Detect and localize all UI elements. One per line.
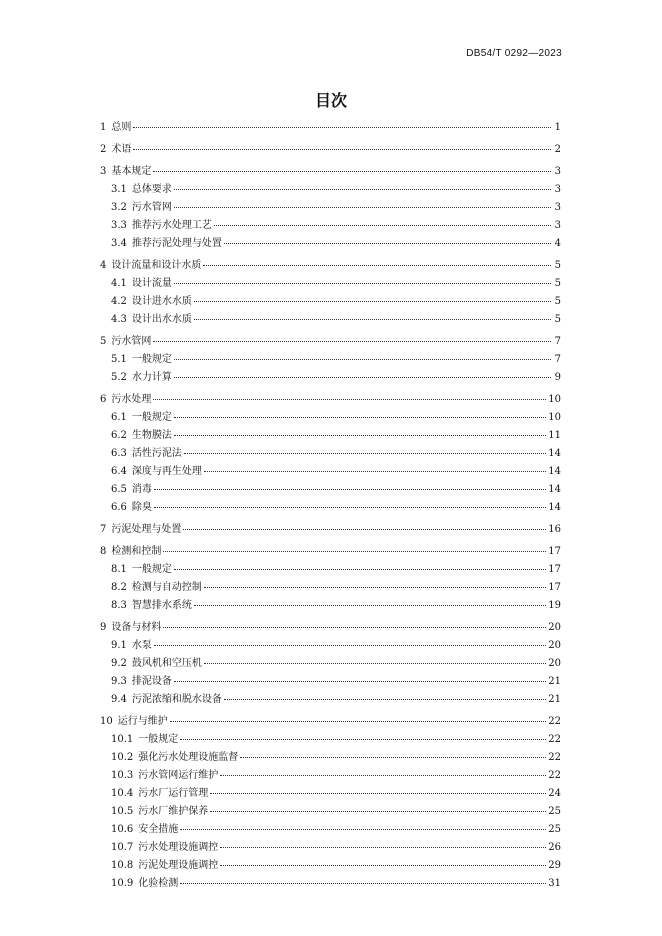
toc-entry-number: 4.3 [111,314,127,325]
toc-entry-page: 31 [548,878,561,889]
toc-entry-number: 9.1 [111,640,127,651]
toc-entry-title: 污水管网 [131,202,172,213]
toc-entry-title: 总体要求 [131,184,172,195]
toc-entry[interactable] [100,163,561,181]
toc-entry-title: 一般规定 [131,354,172,365]
toc-entry[interactable] [100,293,561,311]
toc-entry-page: 25 [548,824,561,835]
toc-entry[interactable] [100,481,561,499]
toc-dot-leader [133,148,551,150]
toc-entry[interactable] [100,785,561,803]
toc-entry-number: 10.5 [111,806,134,817]
toc-dot-leader [194,604,546,606]
toc-entry-title: 生物膜法 [131,430,172,441]
toc-dot-leader [240,756,546,758]
toc-entry[interactable] [100,391,561,409]
toc-entry-number: 10.8 [111,860,134,871]
toc-entry[interactable] [100,181,561,199]
toc-dot-leader [163,626,546,628]
toc-entry-title: 设备与材料 [111,622,162,633]
toc-entry-number: 5.1 [111,354,127,365]
toc-entry[interactable] [100,521,561,539]
toc-entry-page: 20 [548,640,561,651]
toc-entry-number: 10.9 [111,878,134,889]
page-title: 目次 [314,91,347,110]
toc-entry-page: 22 [548,770,561,781]
toc-entry-page: 22 [548,734,561,745]
toc-entry-number: 10.1 [111,734,134,745]
toc-entry-title: 排泥设备 [131,676,172,687]
toc-entry[interactable] [100,257,561,275]
toc-entry-page: 2 [554,144,561,155]
toc-entry-number: 4 [100,260,107,271]
toc-entry[interactable] [100,857,561,875]
toc-entry-number: 10.6 [111,824,134,835]
toc-entry-page: 14 [548,484,561,495]
toc-entry-page: 14 [548,448,561,459]
toc-entry-number: 3.2 [111,202,127,213]
toc-entry-title: 污泥处理设施调控 [138,860,219,871]
toc-entry-page: 5 [554,260,561,271]
toc-entry[interactable] [100,579,561,597]
toc-entry-title: 除臭 [131,502,152,513]
toc-entry-page: 14 [548,502,561,513]
toc-dot-leader [214,224,551,226]
toc-entry-title: 污泥处理与处置 [111,524,182,535]
toc-entry[interactable] [100,427,561,445]
table-of-contents [100,119,561,893]
toc-entry-title: 设计出水水质 [131,314,192,325]
toc-entry[interactable] [100,463,561,481]
toc-entry-title: 消毒 [131,484,152,495]
toc-entry-title: 水泵 [131,640,152,651]
toc-dot-leader [204,586,546,588]
toc-entry[interactable] [100,543,561,561]
toc-entry-title: 设计进水水质 [131,296,192,307]
toc-entry-page: 3 [554,220,561,231]
toc-entry-number: 6.5 [111,484,127,495]
toc-entry-page: 11 [548,430,561,441]
toc-entry[interactable] [100,333,561,351]
toc-dot-leader [174,376,551,378]
toc-entry-page: 22 [548,752,561,763]
toc-entry-title: 总则 [111,122,132,133]
toc-entry-page: 25 [548,806,561,817]
toc-dot-leader [194,300,551,302]
toc-entry-number: 8.3 [111,600,127,611]
toc-entry[interactable] [100,839,561,857]
toc-dot-leader [154,506,546,508]
toc-entry-page: 10 [548,412,561,423]
toc-entry[interactable] [100,119,561,137]
toc-dot-leader [170,720,547,722]
toc-entry-title: 检测和控制 [111,546,162,557]
toc-dot-leader [133,126,551,128]
toc-dot-leader [174,434,546,436]
toc-entry[interactable] [100,369,561,387]
toc-entry-page: 19 [548,600,561,611]
toc-entry-title: 活性污泥法 [131,448,182,459]
toc-entry-title: 水力计算 [131,372,172,383]
toc-entry-title: 推荐污泥处理与处置 [131,238,222,249]
toc-entry-page: 29 [548,860,561,871]
toc-entry[interactable] [100,803,561,821]
toc-entry[interactable] [100,445,561,463]
toc-entry[interactable] [100,235,561,253]
toc-dot-leader [204,470,546,472]
toc-dot-leader [174,568,546,570]
toc-entry-number: 10.2 [111,752,134,763]
toc-dot-leader [174,282,551,284]
toc-entry-number: 4.2 [111,296,127,307]
toc-entry-page: 20 [548,622,561,633]
toc-dot-leader [153,170,551,172]
toc-entry-number: 10 [100,716,113,727]
toc-entry-number: 9 [100,622,107,633]
toc-entry[interactable] [100,351,561,369]
toc-entry-number: 5.2 [111,372,127,383]
toc-entry[interactable] [100,311,561,329]
toc-entry-title: 术语 [111,144,132,155]
toc-entry-page: 3 [554,202,561,213]
toc-entry-title: 智慧排水系统 [131,600,192,611]
toc-dot-leader [180,882,546,884]
toc-entry-number: 9.4 [111,694,127,705]
toc-entry-number: 6.6 [111,502,127,513]
toc-entry-title: 设计流量和设计水质 [111,260,202,271]
toc-entry[interactable] [100,597,561,615]
toc-entry[interactable] [100,691,561,709]
toc-entry-page: 17 [548,564,561,575]
toc-entry-page: 1 [554,122,561,133]
toc-entry-page: 7 [554,354,561,365]
toc-dot-leader [153,340,551,342]
toc-entry[interactable] [100,821,561,839]
toc-entry-title: 安全措施 [138,824,179,835]
toc-dot-leader [174,416,546,418]
toc-dot-leader [154,488,546,490]
toc-entry[interactable] [100,731,561,749]
toc-entry[interactable] [100,749,561,767]
toc-entry-title: 深度与再生处理 [131,466,202,477]
toc-dot-leader [174,358,551,360]
toc-entry-number: 10.7 [111,842,134,853]
toc-entry-number: 8.2 [111,582,127,593]
toc-entry-page: 20 [548,658,561,669]
toc-entry[interactable] [100,141,561,159]
toc-dot-leader [203,264,551,266]
toc-entry[interactable] [100,875,561,893]
toc-entry-title: 化验检测 [138,878,179,889]
toc-entry[interactable] [100,673,561,691]
toc-dot-leader [194,318,551,320]
toc-entry[interactable] [100,561,561,579]
toc-entry-page: 14 [548,466,561,477]
toc-entry-title: 检测与自动控制 [131,582,202,593]
toc-dot-leader [180,738,546,740]
toc-entry-title: 污水厂维护保养 [138,806,209,817]
toc-entry-title: 推荐污水处理工艺 [131,220,212,231]
toc-entry-number: 9.2 [111,658,127,669]
toc-dot-leader [180,828,546,830]
toc-entry[interactable] [100,199,561,217]
toc-entry-title: 一般规定 [131,564,172,575]
toc-entry[interactable] [100,275,561,293]
toc-entry-title: 鼓风机和空压机 [131,658,202,669]
toc-dot-leader [174,680,546,682]
toc-entry-number: 6.2 [111,430,127,441]
toc-dot-leader [220,846,546,848]
toc-entry-number: 9.3 [111,676,127,687]
toc-entry-page: 5 [554,314,561,325]
toc-entry-number: 10.4 [111,788,134,799]
toc-dot-leader [220,864,546,866]
toc-entry[interactable] [100,619,561,637]
toc-entry[interactable] [100,409,561,427]
toc-entry[interactable] [100,655,561,673]
toc-dot-leader [174,188,551,190]
toc-dot-leader [224,242,551,244]
toc-entry-page: 24 [548,788,561,799]
toc-dot-leader [220,774,546,776]
toc-dot-leader [163,550,546,552]
toc-entry-number: 4.1 [111,278,127,289]
toc-entry-number: 2 [100,144,107,155]
toc-dot-leader [184,452,546,454]
toc-entry-page: 5 [554,278,561,289]
toc-dot-leader [154,644,546,646]
toc-entry-page: 5 [554,296,561,307]
toc-entry-number: 1 [100,122,107,133]
toc-entry-number: 7 [100,524,107,535]
toc-entry-page: 10 [548,394,561,405]
toc-entry-page: 4 [554,238,561,249]
toc-entry-title: 污水管网运行维护 [138,770,219,781]
toc-entry-title: 设计流量 [131,278,172,289]
toc-entry-number: 6 [100,394,107,405]
toc-entry-title: 污水处理 [111,394,152,405]
toc-entry-number: 3.3 [111,220,127,231]
toc-entry-page: 17 [548,546,561,557]
toc-entry-number: 3 [100,166,107,177]
toc-entry-page: 3 [554,184,561,195]
toc-dot-leader [183,528,546,530]
toc-entry-title: 一般规定 [138,734,179,745]
toc-entry-number: 3.1 [111,184,127,195]
toc-dot-leader [153,398,546,400]
toc-entry[interactable] [100,217,561,235]
toc-entry-title: 污水处理设施调控 [138,842,219,853]
toc-dot-leader [224,698,546,700]
toc-entry-page: 21 [548,694,561,705]
toc-dot-leader [174,206,551,208]
document-code: DB54/T 0292—2023 [466,48,562,59]
toc-entry-title: 强化污水处理设施监督 [138,752,239,763]
toc-entry-title: 基本规定 [111,166,152,177]
toc-entry-page: 16 [548,524,561,535]
toc-entry-title: 污水管网 [111,336,152,347]
toc-entry-number: 8.1 [111,564,127,575]
toc-dot-leader [204,662,546,664]
toc-entry-number: 3.4 [111,238,127,249]
toc-entry-number: 6.4 [111,466,127,477]
toc-entry-page: 21 [548,676,561,687]
toc-entry-number: 5 [100,336,107,347]
toc-entry-number: 8 [100,546,107,557]
toc-entry-title: 污水厂运行管理 [138,788,209,799]
toc-dot-leader [210,792,546,794]
toc-entry[interactable] [100,767,561,785]
toc-entry[interactable] [100,713,561,731]
toc-entry[interactable] [100,499,561,517]
toc-entry-page: 26 [548,842,561,853]
toc-entry-page: 3 [554,166,561,177]
toc-dot-leader [210,810,546,812]
toc-entry-number: 6.3 [111,448,127,459]
toc-entry-title: 污泥浓缩和脱水设备 [131,694,222,705]
toc-entry-number: 6.1 [111,412,127,423]
toc-entry-page: 22 [548,716,561,727]
toc-entry-number: 10.3 [111,770,134,781]
toc-entry-title: 一般规定 [131,412,172,423]
toc-entry-page: 17 [548,582,561,593]
toc-entry[interactable] [100,637,561,655]
toc-entry-title: 运行与维护 [117,716,168,727]
toc-entry-page: 7 [554,336,561,347]
toc-entry-page: 9 [554,372,561,383]
